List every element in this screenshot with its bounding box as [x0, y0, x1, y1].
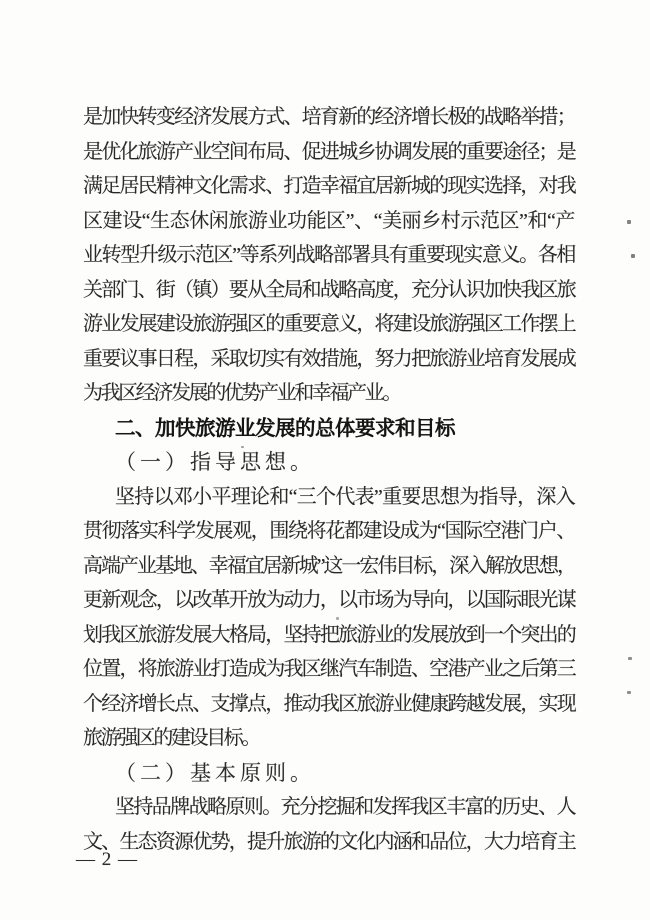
- subsection-heading: [83, 445, 575, 480]
- section-heading: [83, 411, 575, 446]
- document-line: [83, 273, 575, 308]
- subsection-heading: [83, 756, 575, 791]
- line-text: 高端产业基地、幸福宜居新城”这一宏伟目标，深入解放思想，: [83, 554, 575, 577]
- line-text: 二、加快旅游业发展的总体要求和目标: [115, 415, 455, 440]
- document-line: [83, 204, 575, 239]
- scan-speck: [627, 691, 631, 694]
- document-line: [83, 652, 575, 687]
- document-line: [83, 169, 575, 204]
- document-line: [83, 790, 575, 825]
- line-text: （一）指导思想。: [115, 450, 315, 474]
- document-line: [83, 135, 575, 170]
- line-text: 是优化旅游产业空间布局、促进城乡协调发展的重要途径；是: [83, 140, 575, 163]
- line-text: 游业发展建设旅游强区的重要意义，将建设旅游强区工作摆上: [83, 313, 575, 335]
- line-text: 业转型升级示范区”等系列战略部署具有重要现实意义。各相: [83, 244, 575, 266]
- document-line: [83, 307, 575, 342]
- scan-speck: [336, 617, 339, 620]
- line-text: 满足居民精神文化需求、打造幸福宜居新城的现实选择，对我: [83, 175, 575, 197]
- line-text: 是加快转变经济发展方式、培育新的经济增长极的战略举措；: [83, 106, 575, 128]
- document-text-block: [83, 100, 575, 859]
- line-text: 坚持以邓小平理论和“三个代表”重要思想为指导，深入: [115, 485, 575, 508]
- line-text: 坚持品牌战略原则。充分挖掘和发挥我区丰富的历史、人: [115, 796, 575, 818]
- line-text: 为我区经济发展的优势产业和幸福产业。: [83, 382, 400, 404]
- document-line: [83, 100, 575, 135]
- line-text: 贯彻落实科学发展观，围绕将花都建设成为“国际空港门户、: [83, 520, 575, 542]
- scan-speck: [241, 446, 244, 448]
- line-text: 关部门、街（镇）要从全局和战略高度，充分认识加快我区旅: [83, 278, 575, 301]
- page-number: — 2 —: [76, 849, 138, 870]
- line-text: 旅游强区的建设目标。: [83, 727, 259, 749]
- scan-speck: [628, 657, 632, 660]
- scan-speck: [631, 254, 635, 258]
- line-text: 更新观念，以改革开放为动力，以市场为导向，以国际眼光谋: [83, 589, 575, 611]
- document-line: [83, 480, 575, 515]
- document-line: [83, 342, 575, 377]
- document-line: [83, 514, 575, 549]
- line-text: 个经济增长点、支撑点，推动我区旅游业健康跨越发展，实现: [83, 692, 575, 715]
- document-line: [83, 376, 575, 411]
- document-line: [83, 549, 575, 584]
- line-text: 文、生态资源优势，提升旅游的文化内涵和品位，大力培育主: [83, 830, 575, 853]
- document-line: [83, 687, 575, 722]
- document-line: [83, 238, 575, 273]
- line-text: （二）基本原则。: [115, 760, 315, 785]
- scan-speck: [627, 220, 631, 224]
- document-line: [83, 825, 575, 860]
- line-text: 区建设“生态休闲旅游业功能区”、“美丽乡村示范区”和“产: [83, 209, 575, 232]
- document-line: [83, 618, 575, 653]
- line-text: 划我区旅游发展大格局，坚持把旅游业的发展放到一个突出的: [83, 623, 575, 646]
- line-text: 位置，将旅游业打造成为我区继汽车制造、空港产业之后第三: [83, 658, 575, 680]
- document-line: [83, 721, 575, 756]
- line-text: 重要议事日程，采取切实有效措施，努力把旅游业培育发展成: [83, 347, 575, 370]
- document-line: [83, 583, 575, 618]
